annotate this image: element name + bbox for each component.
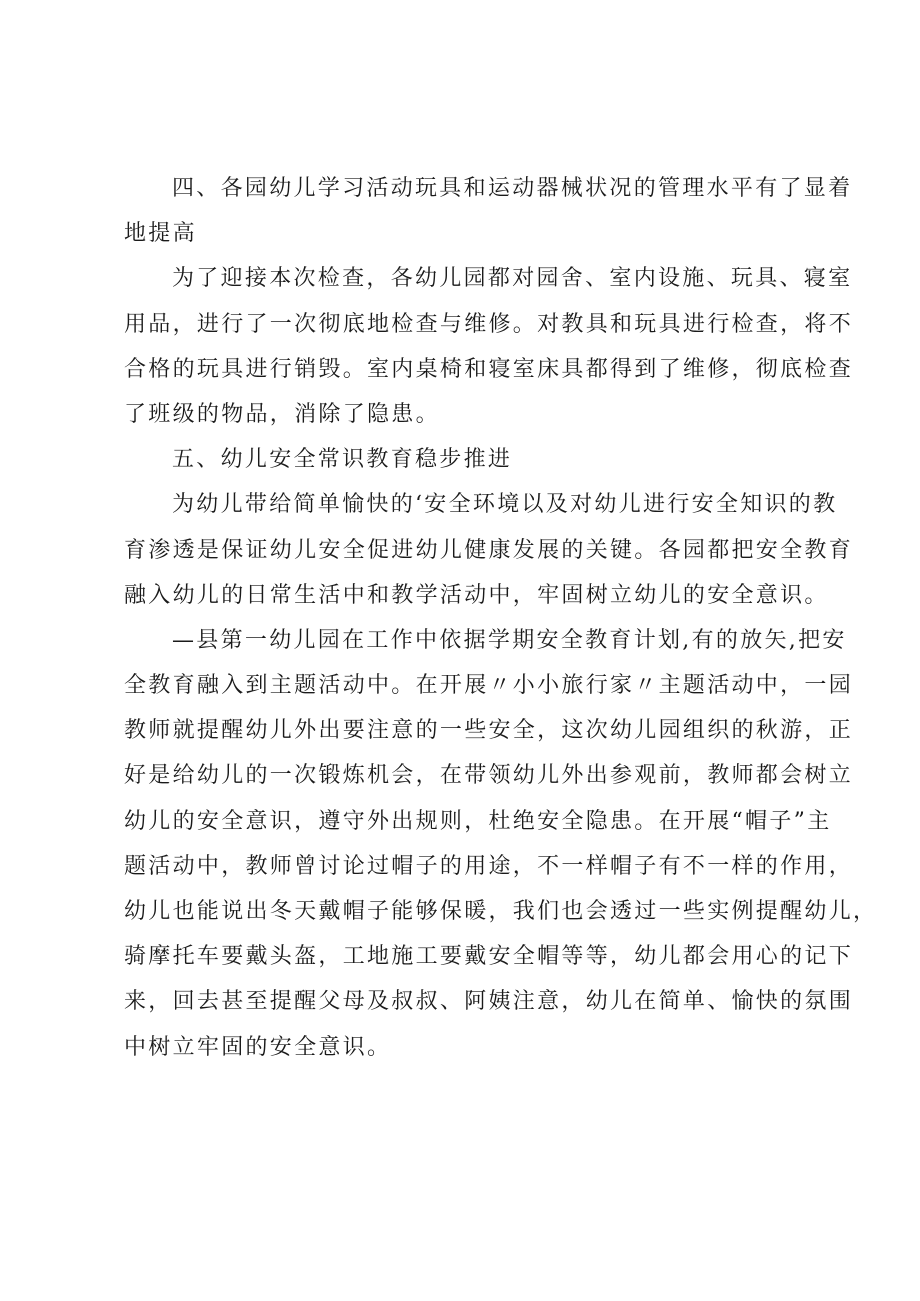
- paragraph-line: 幼儿也能说出冬天戴帽子能够保暖，我们也会透过一些实例提醒幼儿，: [124, 899, 878, 924]
- section-heading-5: 五、幼儿安全常识教育稳步推进: [172, 447, 513, 473]
- paragraph-line: 骑摩托车要戴头盔，工地施工要戴安全帽等等，幼儿都会用心的记下: [124, 944, 854, 970]
- paragraph-line: 全教育融入到主题活动中。在开展〃小小旅行家〃主题活动中，一园: [124, 673, 854, 699]
- paragraph-line: 幼儿的安全意识，遵守外出规则，杜绝安全隐患。在开展“帽子”主: [124, 808, 832, 834]
- section-heading-4: 四、各园幼儿学习活动玩具和运动器械状况的管理水平有了显着: [172, 176, 853, 201]
- section-heading-4-continued: 地提高: [124, 221, 197, 247]
- paragraph-line: 题活动中，教师曾讨论过帽子的用途，不一样帽子有不一样的作用，: [124, 853, 854, 879]
- paragraph-line: —县第一幼儿园在工作中依据学期安全教育计划,有的放矢,把安: [172, 627, 847, 653]
- paragraph-line: 为幼儿带给简单愉快的‘安全环境以及对幼儿进行安全知识的教: [172, 492, 838, 518]
- paragraph-line: 来，回去甚至提醒父母及叔叔、阿姨注意，幼儿在简单、愉快的氛围: [124, 989, 854, 1015]
- paragraph-line: 育渗透是保证幼儿安全促进幼儿健康发展的关键。各园都把安全教育: [124, 537, 854, 563]
- paragraph-line: 为了迎接本次检查，各幼儿园都对园舍、室内设施、玩具、寝室: [172, 266, 853, 292]
- paragraph-line: 中树立牢固的安全意识。: [124, 1034, 392, 1060]
- paragraph-line: 合格的玩具进行销毁。室内桌椅和寝室床具都得到了维修，彻底检查: [124, 356, 854, 382]
- paragraph-line: 了班级的物品，消除了隐患。: [124, 401, 440, 427]
- paragraph-line: 融入幼儿的日常生活中和教学活动中，牢固树立幼儿的安全意识。: [124, 582, 829, 608]
- document-body: [124, 166, 878, 1070]
- paragraph-line: 用品，进行了一次彻底地检查与维修。对教具和玩具进行检查，将不: [124, 311, 854, 337]
- paragraph-line: 好是给幼儿的一次锻炼机会，在带领幼儿外出参观前，教师都会树立: [124, 763, 854, 789]
- paragraph-line: 教师就提醒幼儿外出要注意的一些安全，这次幼儿园组织的秋游，正: [124, 718, 854, 744]
